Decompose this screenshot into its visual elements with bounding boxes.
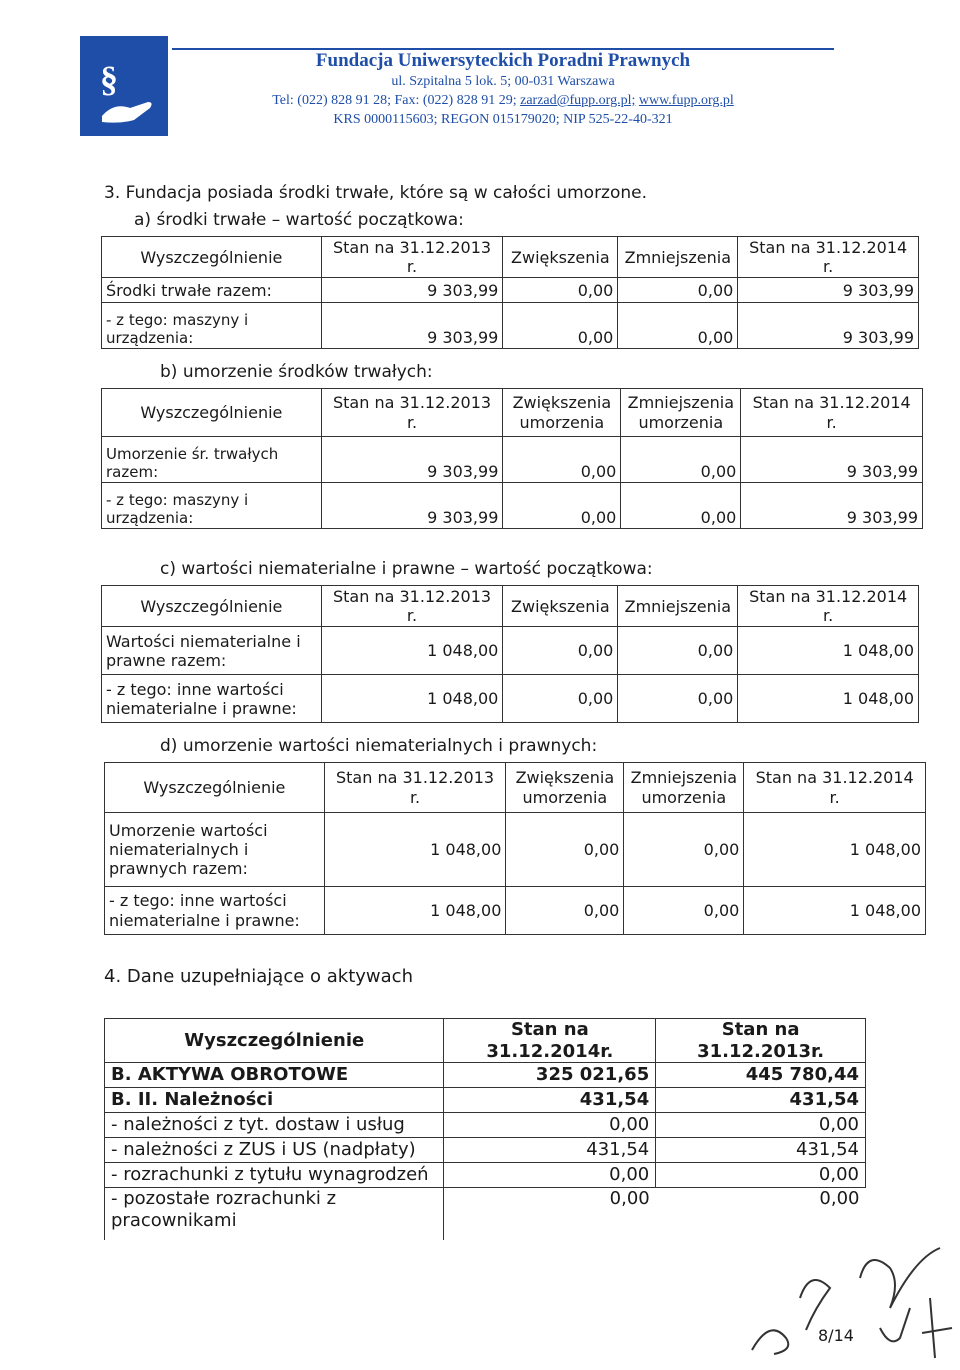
foundation-logo [80, 36, 168, 136]
table-3c [101, 585, 919, 723]
cell-value: 0,00 [503, 278, 618, 303]
cell-value: 0,00 [444, 1188, 656, 1240]
column-header: Stan na 31.12.2013 r. [321, 586, 503, 627]
column-header: Zwiększenia [503, 237, 618, 278]
row-label: Umorzenie wartości niematerialnych i prawnych razem: [105, 813, 325, 887]
cell-value: 431,54 [444, 1088, 656, 1113]
cell-value: 0,00 [656, 1163, 866, 1188]
row-label: - z tego: maszyny i urządzenia: [102, 303, 322, 349]
table-header-row [105, 1019, 866, 1063]
column-header: Stan na 31.12.2014r. [444, 1019, 656, 1063]
cell-value: 1 048,00 [738, 675, 919, 723]
column-header: Stan na 31.12.2013 r. [321, 389, 503, 437]
cell-value: 1 048,00 [744, 887, 926, 935]
table-header-row [102, 237, 919, 278]
column-header: Stan na 31.12.2013 r. [321, 237, 503, 278]
column-header: Stan na 31.12.2014 r. [744, 763, 926, 813]
table-row [102, 483, 923, 529]
table-row [105, 1163, 866, 1188]
column-header: Zmniejszenia umorzenia [621, 389, 741, 437]
cell-value: 0,00 [618, 303, 738, 349]
cell-value: 0,00 [444, 1163, 656, 1188]
cell-value: 1 048,00 [324, 887, 506, 935]
cell-value: 0,00 [618, 675, 738, 723]
cell-value: 0,00 [624, 887, 744, 935]
cell-value: 0,00 [503, 483, 621, 529]
table-3b [101, 388, 923, 529]
column-header: Stan na 31.12.2014 r. [741, 389, 923, 437]
table-row [105, 1138, 866, 1163]
cell-value: 325 021,65 [444, 1063, 656, 1088]
email-link[interactable]: zarzad@fupp.org.pl; [520, 93, 636, 108]
column-header: Zmniejszenia [618, 586, 738, 627]
table-row [105, 1113, 866, 1138]
column-header: Stan na 31.12.2014 r. [738, 586, 919, 627]
table-row [102, 303, 919, 349]
section3-heading: 3. Fundacja posiada środki trwałe, które są w całości umorzone. [104, 183, 648, 203]
column-header: Wyszczególnienie [102, 586, 322, 627]
paragraph-sign-icon: § [100, 59, 118, 99]
table-row [105, 1088, 866, 1113]
org-name: Fundacja Uniwersyteckich Poradni Prawnych [315, 50, 691, 71]
row-label: Środki trwałe razem: [102, 278, 322, 303]
cell-value: 9 303,99 [321, 437, 503, 483]
table-3d [104, 762, 926, 935]
org-address: ul. Szpitalna 5 lok. 5; 00-031 Warszawa [391, 74, 615, 89]
row-label: B. AKTYWA OBROTOWE [105, 1063, 444, 1088]
cell-value: 0,00 [621, 483, 741, 529]
cell-value: 0,00 [506, 887, 624, 935]
section3c-heading: c) wartości niematerialne i prawne – wartość początkowa: [160, 559, 653, 579]
hand-icon [100, 94, 156, 124]
column-header: Stan na 31.12.2013 r. [324, 763, 506, 813]
table-row [105, 887, 926, 935]
column-header: Stan na 31.12.2013r. [656, 1019, 866, 1063]
table-row [102, 627, 919, 675]
row-label: Umorzenie śr. trwałych razem: [102, 437, 322, 483]
table-row [102, 278, 919, 303]
cell-value: 0,00 [621, 437, 741, 483]
cell-value: 1 048,00 [321, 627, 503, 675]
cell-value: 1 048,00 [324, 813, 506, 887]
table-row [105, 1188, 866, 1240]
org-contact [172, 93, 834, 109]
section3d-heading: d) umorzenie wartości niematerialnych i prawnych: [160, 736, 598, 756]
row-label: - należności z tyt. dostaw i usług [105, 1113, 444, 1138]
contact-phone-fax: Tel: (022) 828 91 28; Fax: (022) 828 91 29; [272, 93, 517, 108]
row-label: - rozrachunki z tytułu wynagrodzeń [105, 1163, 444, 1188]
column-header: Wyszczególnienie [105, 1019, 444, 1063]
column-header: Zmniejszenia [618, 237, 738, 278]
org-registry: KRS 0000115603; REGON 015179020; NIP 525-22-40-321 [333, 112, 673, 127]
cell-value: 0,00 [656, 1113, 866, 1138]
table-row [102, 437, 923, 483]
cell-value: 0,00 [819, 1188, 860, 1210]
cell-value: 1 048,00 [738, 627, 919, 675]
section3a-heading: a) środki trwałe – wartość początkowa: [134, 210, 464, 230]
cell-value: 445 780,44 [656, 1063, 866, 1088]
cell-value: 431,54 [444, 1138, 656, 1163]
table-row [102, 675, 919, 723]
table-row [105, 813, 926, 887]
row-label: - z tego: inne wartości niematerialne i prawne: [105, 887, 325, 935]
column-header: Zwiększenia umorzenia [503, 389, 621, 437]
cell-value: 9 303,99 [321, 303, 503, 349]
website-link[interactable]: www.fupp.org.pl [638, 93, 734, 108]
cell-value: 0,00 [503, 437, 621, 483]
table-header-row [105, 763, 926, 813]
column-header: Stan na 31.12.2014 r. [738, 237, 919, 278]
cell-value: 9 303,99 [738, 278, 919, 303]
table-header-row [102, 586, 919, 627]
cell-value: 0,00 [618, 278, 738, 303]
table-row [105, 1063, 866, 1088]
column-header: Zwiększenia [503, 586, 618, 627]
page-number: 8/14 [818, 1326, 854, 1345]
row-label: - z tego: maszyny i urządzenia: [102, 483, 322, 529]
row-label: - należności z ZUS i US (nadpłaty) [105, 1138, 444, 1163]
cell-value: 431,54 [656, 1088, 866, 1113]
column-header: Wyszczególnienie [102, 389, 322, 437]
row-label: - pozostałe rozrachunki z pracownikami [105, 1188, 444, 1240]
row-label: B. II. Należności [105, 1088, 444, 1113]
section4-heading: 4. Dane uzupełniające o aktywach [104, 966, 413, 987]
cell-value: 9 303,99 [741, 437, 923, 483]
cell-value: 9 303,99 [321, 278, 503, 303]
section3b-heading: b) umorzenie środków trwałych: [160, 362, 433, 382]
table-4 [104, 1018, 866, 1240]
column-header: Zmniejszenia umorzenia [624, 763, 744, 813]
cell-value: 9 303,99 [741, 483, 923, 529]
cell-value: 0,00 [444, 1113, 656, 1138]
cell-value: 0,00 [624, 813, 744, 887]
cell-value: 9 303,99 [738, 303, 919, 349]
cell-value: 0,00 [503, 675, 618, 723]
cell-value: 0,00 [503, 303, 618, 349]
cell-value: 0,00 [506, 813, 624, 887]
column-header: Wyszczególnienie [102, 237, 322, 278]
cell-value: 9 303,99 [321, 483, 503, 529]
row-label: Wartości niematerialne i prawne razem: [102, 627, 322, 675]
column-header: Wyszczególnienie [105, 763, 325, 813]
table-header-row [102, 389, 923, 437]
column-header: Zwiększenia umorzenia [506, 763, 624, 813]
cell-value: 1 048,00 [744, 813, 926, 887]
cell-value: 0,00 [618, 627, 738, 675]
table-3a [101, 236, 919, 349]
cell-value: 1 048,00 [321, 675, 503, 723]
row-label: - z tego: inne wartości niematerialne i prawne: [102, 675, 322, 723]
cell-value: 0,00 [503, 627, 618, 675]
cell-value: 431,54 [656, 1138, 866, 1163]
